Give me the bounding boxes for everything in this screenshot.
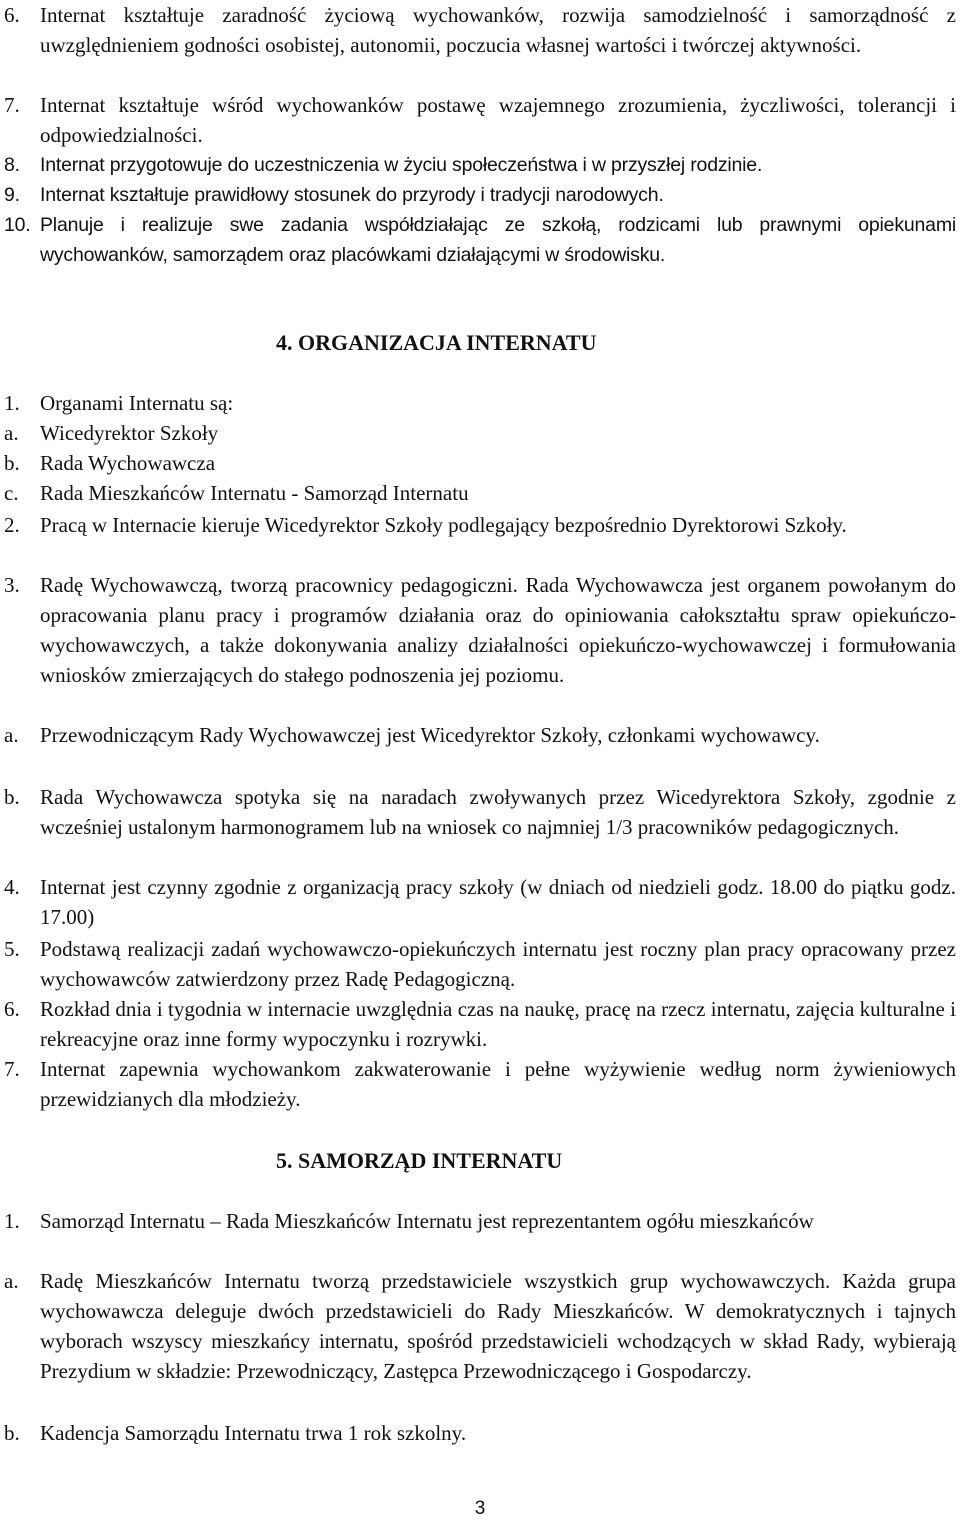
item-number: 1. — [4, 391, 20, 415]
item-number: 8. — [4, 154, 20, 176]
item-number: a. — [4, 1269, 19, 1293]
item-text: Internat zapewnia wychowankom zakwaterowanie i pełne wyżywienie według norm żywieniowych przewidzianych dla młodzieży. — [40, 1057, 956, 1111]
item-number: a. — [4, 421, 19, 445]
list-item — [0, 510, 956, 540]
item-number: 7. — [4, 1057, 20, 1081]
item-text: Internat kształtuje wśród wychowanków postawę wzajemnego zrozumienia, życzliwości, tolerancji i odpowiedzialności. — [40, 93, 956, 147]
list-item — [0, 0, 956, 60]
item-text: Rada Wychowawcza spotyka się na naradach zwoływanych przez Wicedyrektora Szkoły, zgodnie z wcześniej ustalonym harmonogramem lub na wniosek co najmniej 1/3 pracowników pedagogicznych. — [40, 785, 956, 839]
item-number: b. — [4, 785, 20, 809]
item-number: 9. — [4, 184, 20, 206]
item-text: Organami Internatu są: — [40, 391, 234, 415]
item-number: a. — [4, 723, 19, 747]
item-text: Radę Mieszkańców Internatu tworzą przedstawiciele wszystkich grup wychowawczych. Każda grupa wychowawcza deleguje dwóch przedstawicieli do Rady Mieszkańców. W demokratycznych i tajnych wyborach wszyscy mieszkańcy internatu, spośród przedstawicieli wchodzących w skład Rady, wybierają Prezydium w składzie: Przewodniczący, Zastępca Przewodniczącego i Gospodarczy. — [40, 1269, 956, 1383]
page-number: 3 — [474, 1498, 486, 1519]
item-number: 2. — [4, 513, 20, 537]
item-number: 5. — [4, 937, 20, 961]
list-item — [0, 872, 956, 932]
item-number: b. — [4, 451, 20, 475]
item-text: Wicedyrektor Szkoły — [40, 421, 219, 445]
item-text: Internat kształtuje prawidłowy stosunek do przyrody i tradycji narodowych. — [40, 184, 664, 206]
list-item — [0, 210, 956, 270]
list-item — [0, 478, 956, 508]
item-text: Samorząd Internatu – Rada Mieszkańców Internatu jest reprezentantem ogółu mieszkańców — [40, 1209, 814, 1233]
item-number: 3. — [4, 573, 20, 597]
item-text: Rozkład dnia i tygodnia w internacie uwzględnia czas na naukę, pracę na rzecz internatu, zajęcia kulturalne i rekreacyjne oraz inne formy wypoczynku i rozrywki. — [40, 997, 956, 1051]
list-item — [0, 1418, 956, 1448]
item-text: Rada Mieszkańców Internatu - Samorząd Internatu — [40, 481, 469, 505]
list-item — [0, 90, 956, 150]
list-item — [0, 782, 956, 842]
list-item — [0, 994, 956, 1054]
item-text: Planuje i realizuje swe zadania współdziałając ze szkołą, rodzicami lub prawnymi opiekunami wychowanków, samorządem oraz placówkami działającymi w środowisku. — [40, 214, 956, 266]
list-item — [0, 1054, 956, 1114]
item-number: c. — [4, 481, 19, 505]
list-item — [0, 448, 956, 478]
item-number: 6. — [4, 3, 20, 27]
item-number: b. — [4, 1421, 20, 1445]
item-text: Pracą w Internacie kieruje Wicedyrektor Szkoły podlegający bezpośrednio Dyrektorowi Szkoły. — [40, 513, 847, 537]
item-text: Internat przygotowuje do uczestniczenia w życiu społeczeństwa i w przyszłej rodzinie. — [40, 154, 763, 176]
list-item — [0, 418, 956, 448]
section-heading: 4. ORGANIZACJA INTERNATU — [276, 330, 597, 355]
item-text: Rada Wychowawcza — [40, 451, 216, 475]
list-item — [0, 934, 956, 994]
item-number: 10. — [4, 214, 31, 236]
section-heading: 5. SAMORZĄD INTERNATU — [276, 1148, 563, 1173]
item-number: 1. — [4, 1209, 20, 1233]
list-item — [0, 1266, 956, 1386]
item-text: Podstawą realizacji zadań wychowawczo-opiekuńczych internatu jest roczny plan pracy opracowany przez wychowawców zatwierdzony przez Radę Pedagogiczną. — [40, 937, 956, 991]
item-text: Kadencja Samorządu Internatu trwa 1 rok szkolny. — [40, 1421, 467, 1445]
item-number: 7. — [4, 93, 20, 117]
item-number: 4. — [4, 875, 20, 899]
list-item — [0, 388, 956, 418]
list-item — [0, 180, 956, 210]
list-item — [0, 1206, 956, 1236]
item-text: Radę Wychowawczą, tworzą pracownicy pedagogiczni. Rada Wychowawcza jest organem powołanym do opracowania planu pracy i programów działania oraz do opiniowania całokształtu spraw opiekuńczo-wychowawczych, a także dokonywania analizy działalności opiekuńczo-wychowawczej i formułowania wniosków zmierzających do stałego podnoszenia jej poziomu. — [40, 573, 956, 687]
list-item — [0, 720, 956, 750]
list-item — [0, 150, 956, 180]
item-number: 6. — [4, 997, 20, 1021]
list-item — [0, 570, 956, 690]
item-text: Przewodniczącym Rady Wychowawczej jest Wicedyrektor Szkoły, członkami wychowawcy. — [40, 723, 820, 747]
item-text: Internat jest czynny zgodnie z organizacją pracy szkoły (w dniach od niedzieli godz. 18.00 do piątku godz. 17.00) — [40, 875, 956, 929]
item-text: Internat kształtuje zaradność życiową wychowanków, rozwija samodzielność i samorządność z uwzględnieniem godności osobistej, autonomii, poczucia własnej wartości i twórczej aktywności. — [40, 3, 956, 57]
